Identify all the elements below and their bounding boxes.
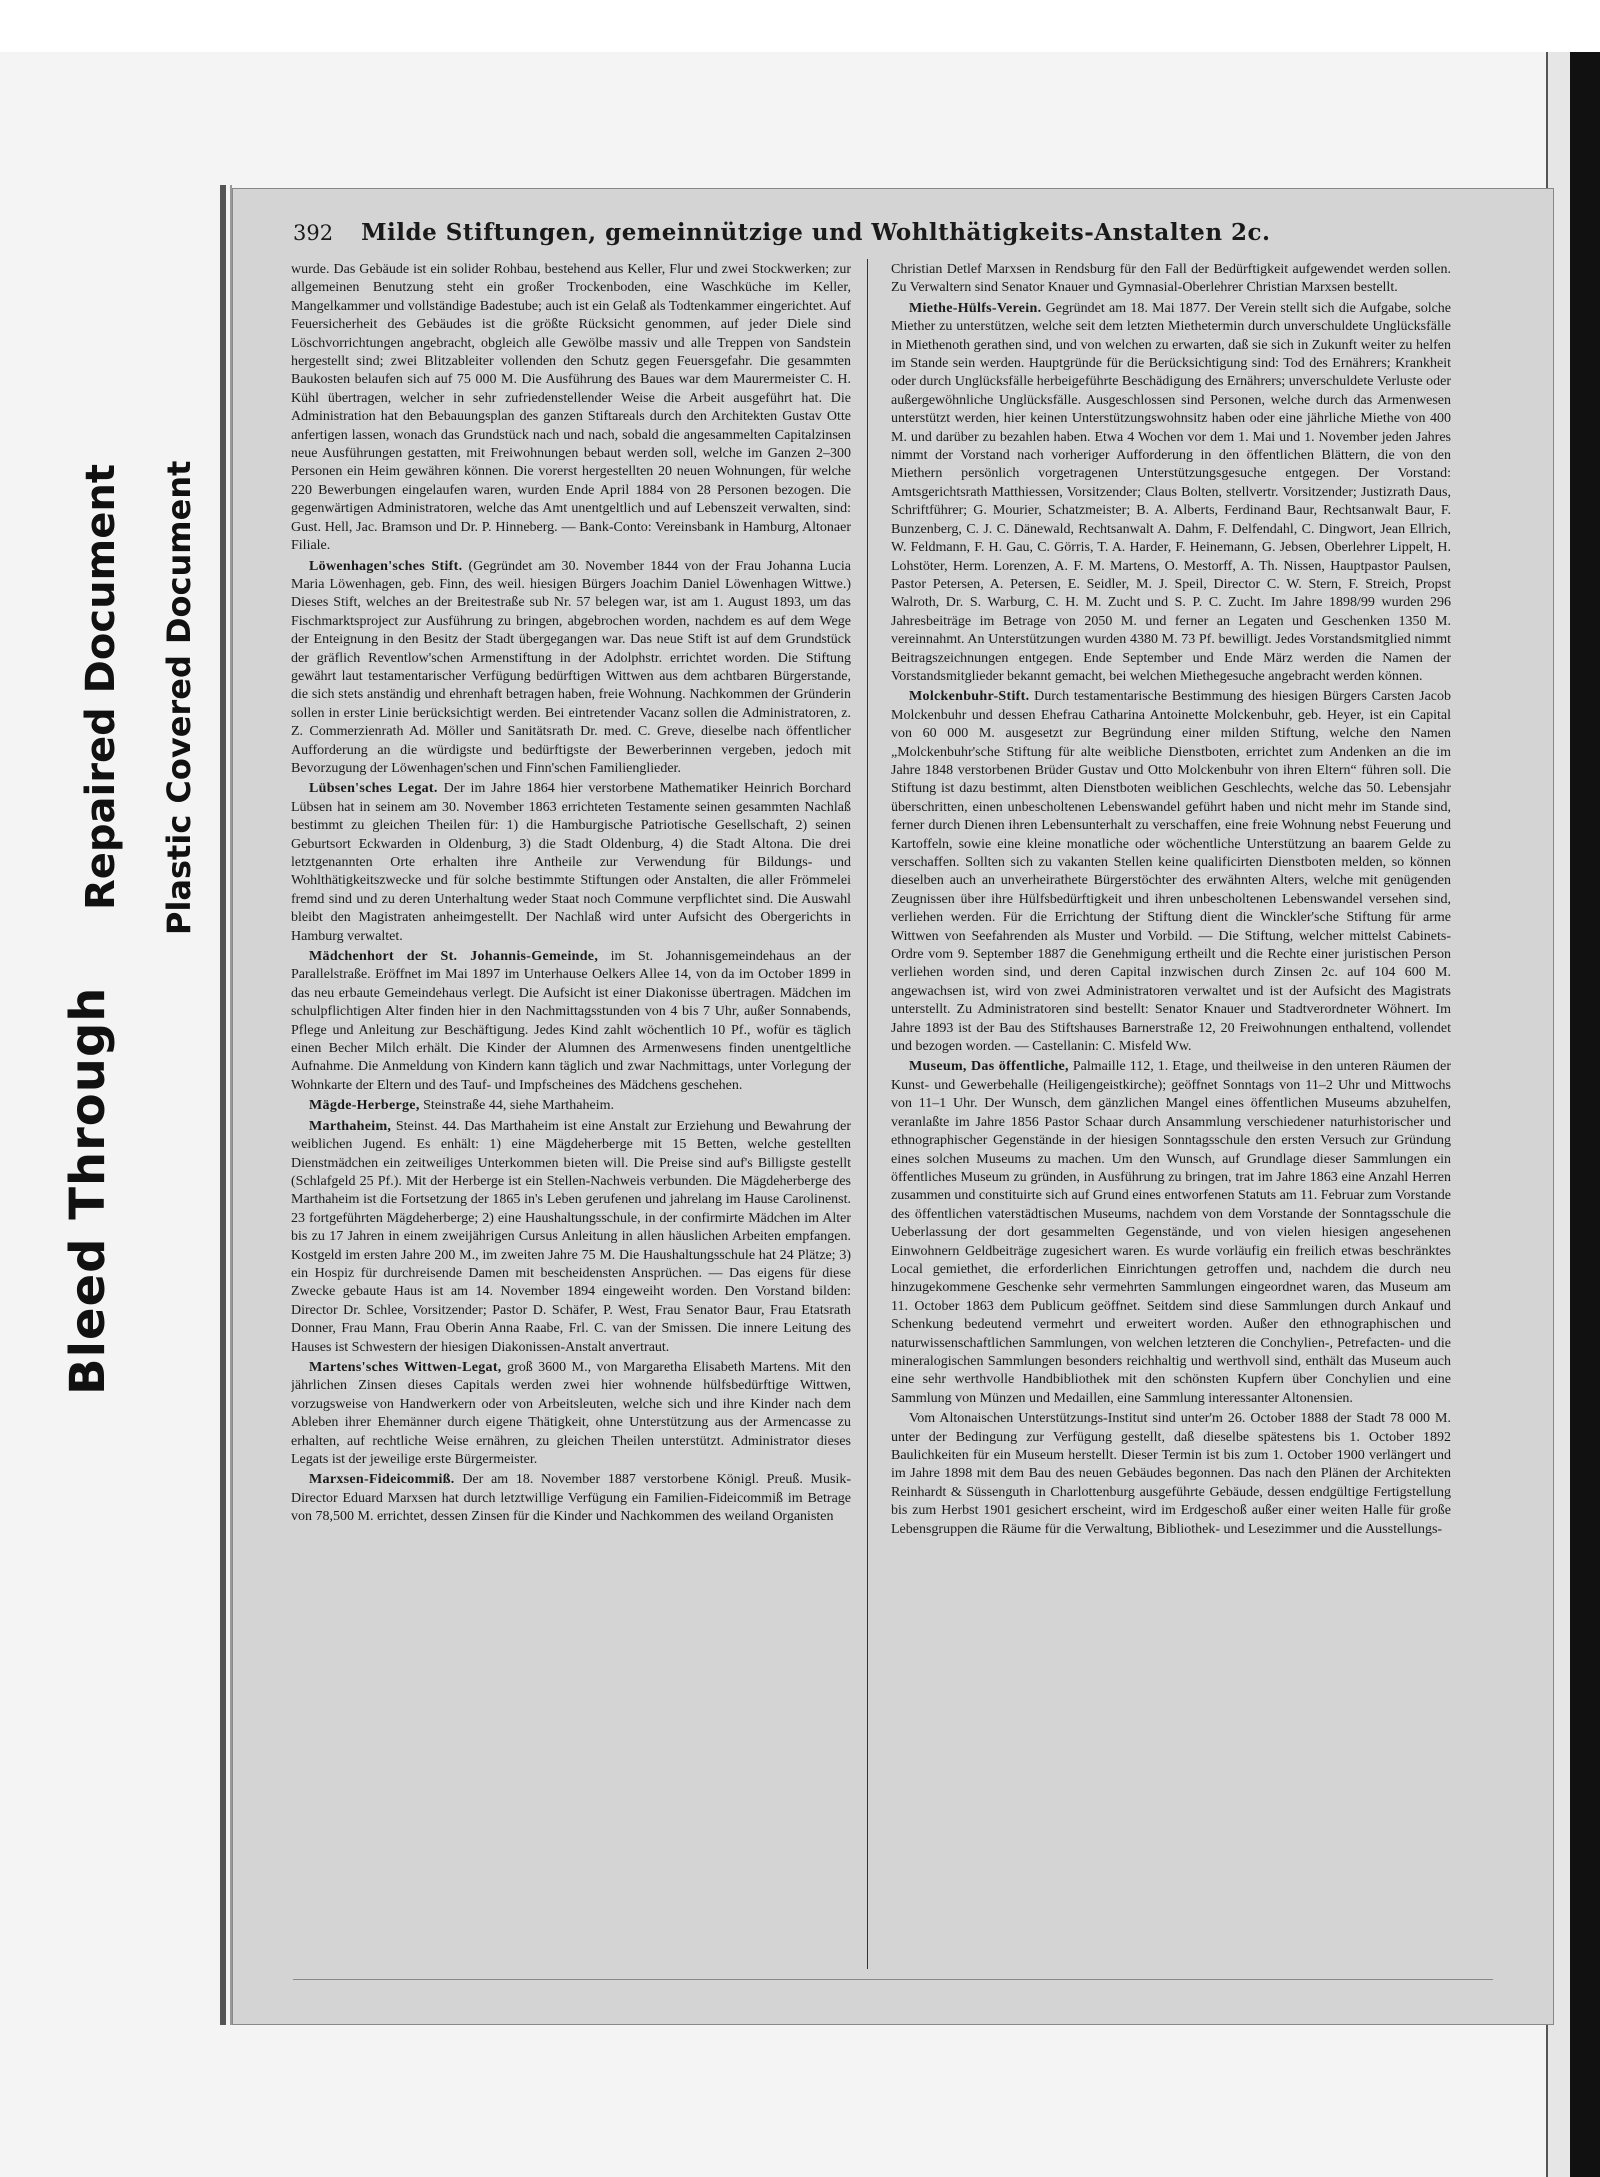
entry-heading: Mädchenhort der St. Johannis-Gemeinde, (309, 949, 599, 965)
scanned-page (232, 188, 1554, 2025)
page-title: Milde Stiftungen, gemeinnützige und Wohlthätigkeits-Anstalten 2c. (361, 219, 1271, 246)
label-plastic-covered-document: Plastic Covered Document (160, 460, 198, 935)
entry-heading: Molckenbuhr-Stift. (909, 689, 1030, 705)
entry-paragraph (291, 1118, 851, 1357)
page-bottom-line (293, 1979, 1493, 1980)
entry-heading: Mägde-Herberge, (309, 1098, 420, 1114)
page-number: 392 (293, 221, 334, 245)
entry-paragraph (891, 300, 1451, 687)
entry-text: wurde. Das Gebäude ist ein solider Rohbau, bestehend aus Keller, Flur und zwei Stockwerken; zur allgemeinen Benutzung steht ein großer Trockenboden, eine Waschküche im Keller, Mangelkammer und vollständige Badestube; auch ist ein Gelaß als Todtenkammer eingerichtet. Auf Feuersicherheit des Gebäudes ist die größte Rücksicht genommen, auf jeder Diele sind Löschvorrichtungen angebracht, obgleich alle Gewölbe massiv und alle Treppen von Sandstein hergestellt sind; zwei Blitzableiter vollenden den Schutz gegen Feuersgefahr. Die gesammten Baukosten belaufen sich auf 75 000 M. Die Ausführung des Baues war dem Maurermeister C. H. Kühl übertragen, welcher in sehr zufriedenstellender Weise die Arbeit ausgeführt hat. Die Administration hat den Bebauungsplan des ganzen Stiftareals durch den Architekten Gustav Otte anfertigen lassen, wonach das Grundstück nach und nach, sobald die angesammelten Capitalzinsen neue Ausführungen gestatten, mit Freiwohnungen bebaut werden soll, welche im Ganzen 2–300 Personen ein Heim gewähren können. Die vorerst hergestellten 20 neuen Wohnungen, für welche 220 Bewerbungen eingelaufen waren, wurden Ende April 1884 von 28 Personen bezogen. Die gegenwärtigen Administratoren, welche das Amt unentgeltlich und auf Lebenszeit verwalten, sind: Gust. Hell, Jac. Bramson und Dr. P. Hinneberg. — Bank-Conto: Vereinsbank in Hamburg, Altonaer Filiale. (291, 262, 851, 554)
entry-paragraph (291, 1471, 851, 1526)
entry-paragraph (291, 780, 851, 946)
label-bleed-through: Bleed Through (60, 986, 116, 1395)
entry-paragraph (891, 261, 1451, 298)
entry-paragraph (291, 558, 851, 779)
entry-text: Gegründet am 18. Mai 1877. Der Verein stellt sich die Aufgabe, solche Miether zu unterstützen, welche seit dem letzten Miethetermin durch unverschuldete Unglücksfälle in Miethenoth gerathen sind, und von welchen zu erwarten, daß sie sich in Zukunft weiter zu helfen im Stande sein werden. Hauptgründe für die Berücksichtigung sind: Tod des Ernährers; Krankheit oder durch Unglücksfälle herbeigeführte Beschädigung des Ernährers; unverschuldete Verluste oder außergewöhnliche Unglücksfälle. Ausgeschlossen sind Personen, welche durch das Armenwesen unterstützt werden, hier keinen Unterstützungswohnsitz haben oder eine jährliche Miethe von 400 M. und darüber zu bezahlen haben. Etwa 4 Wochen vor dem 1. Mai und 1. November jeden Jahres nimmt der Vorstand nach vorheriger Aufforderung in den öffentlichen Blättern, die von den Miethern persönlich vorgetragenen Unterstützungsgesuche entgegen. Der Vorstand: Amtsgerichtsrath Matthiessen, Vorsitzender; Claus Bolten, stellvertr. Vorsitzender; Justizrath Daus, Schriftführer; G. Mourier, Schatzmeister; B. A. Alberts, Ferdinand Baur, Rechtsanwalt Baur, F. Bunzenberg, C. J. C. Dänewald, Rechtsanwalt A. Dahm, F. Delfendahl, C. Dingwort, Jean Ellrich, W. Feldmann, F. H. Gau, C. Görris, T. A. Harder, F. Heinemann, G. Jebsen, Oberlehrer Lippelt, H. Lohstöter, Herm. Lorenzen, A. F. M. Martens, O. Mestorff, A. Th. Nissen, Hauptpastor Paulsen, Pastor Petersen, A. Petersen, E. Seidler, M. J. Speil, Director C. W. Stern, F. Streich, Propst Walroth, Dr. S. Warburg, C. H. M. Zucht und S. P. C. Zucht. Im Jahre 1898/99 wurden 296 Jahresbeiträge im Betrage von 2050 M. und ferner an Legaten und Geschenken 1350 M. vereinnahmt. An Unterstützungen wurden 4380 M. 73 Pf. bewilligt. Jedes Vorstandsmitglied nimmt Beitragszeichnungen entgegen. Ende September und Ende März werden die Namen der Vorstandsmitglieder bekannt gemacht, bei welchen Miethegesuche angebracht werden können. (891, 300, 1451, 684)
entry-text: Steinstraße 44, siehe Marthaheim. (423, 1098, 615, 1114)
scan-right-dark-strip (1570, 52, 1600, 2177)
entry-paragraph (291, 948, 851, 1095)
entry-text: Palmaille 112, 1. Etage, und theilweise in den unteren Räumen der Kunst- und Gewerbehalle (Heiligengeistkirche); geöffnet Sonntags von 11–2 Uhr und Mittwochs von 11–1 Uhr. Der Wunsch, dem gänzlichen Mangel eines öffentlichen Museums abzuhelfen, veranlaßte im Jahre 1856 Pastor Schaar durch Ansammlung verschiedener naturhistorischer und ethnographischer Gegenstände in der hiesigen Sonntagsschule den ersten Versuch zur Gründung eines solchen Museums zu machen. Um den Wunsch, auf Grundlage dieser Sammlungen ein öffentliches Museum zu gründen, in Ausführung zu bringen, trat im Jahre 1863 eine Anzahl Herren zusammen und constituirte sich auf Grund eines entworfenen Statuts am 11. Februar zum Vorstande des öffentlichen vaterstädtischen Museums, nachdem von dem Vorstande der Sonntagsschule die Ueberlassung der dort gesammelten Gegenstände, und von vielen hiesigen angesehenen Einwohnern Geldbeiträge zugesichert waren. Es wurde vorläufig ein freilich etwas beschränktes Local gemiethet, die erforderlichen Einrichtungen getroffen und, nachdem die durch neu hinzugekommene Geschenke sehr vermehrten Sammlungen eingeordnet waren, das Museum am 11. October 1863 dem Publicum geöffnet. Seitdem sind diese Sammlungen durch Ankauf und Schenkung bedeutend vermehrt und erweitert worden. Außer den ethnographischen und naturwissenschaftlichen Sammlungen, von welchen letzteren die Conchylien-, Petrefacten- und die mineralogischen Sammlungen besonders reichhaltig und werthvoll sind, enthält das Museum auch eine sehr werthvolle Handbibliothek mit den schönsten Kupfern über Conchylien und eine Sammlung von Münzen und Medaillen, eine Sammlung interessanter Altonensien. (891, 1059, 1451, 1406)
entry-text: Der im Jahre 1864 hier verstorbene Mathematiker Heinrich Borchard Lübsen hat in seinem am 30. November 1863 errichteten Testamente seinen gesammten Nachlaß bestimmt zu gleichen Theilen für: 1) die Hamburgische Patriotische Gesellschaft, 2) seinen Geburtsort Eckwarden in Oldenburg, 3) die Stadt Oldenburg, 4) die Stadt Altona. Die drei letztgenannten Orte erhalten ihre Antheile zur Verwendung für Bildungs- und Wohlthätigkeitszwecke und für solche bestimmte Stiftungen oder Anstalten, die aller Frömmelei fremd sind und zu deren Unterhaltung weder Staat noch Commune verpflichtet sind. Die Auswahl bleibt den Magistraten anheimgestellt. Der Nachlaß wird unter Aufsicht des Obergerichts in Hamburg verwaltet. (291, 781, 851, 944)
left-column (291, 261, 851, 1961)
entry-text: (Gegründet am 30. November 1844 von der Frau Johanna Lucia Maria Löwenhagen, geb. Finn, des weil. hiesigen Bürgers Joachim Daniel Löwenhagen Wittwe.) Dieses Stift, welches an der Breitestraße sub Nr. 57 belegen war, ist am 1. August 1893, um das Fischmarktsproject zur Ausführung zu bringen, abgebrochen worden, nachdem es auf dem Wege der Enteignung in den Besitz der Stadt übergegangen war. Das neue Stift ist auf dem Grundstück der gräflich Reventlow'schen Armenstiftung in der Adolphstr. errichtet worden. Die Stiftung gewährt laut testamentarischer Verfügung bedürftigen Wittwen aus dem achtbaren Bürgerstande, die sich stets anständig und ehrenhaft betragen haben, freie Wohnung. Nachkommen der Gründerin sollen in erster Linie berücksichtigt werden. Bei eintretender Vacanz sollen die Administratoren, z. Z. Commerzienrath Ad. Möller und Sanitätsrath Dr. med. C. Greve, dieselbe nach öffentlicher Aufforderung an die würdigste und bedürftigste der Bewerberinnen vergeben, jedoch mit Bevorzugung der Löwenhagen'schen und Finn'schen Familienglieder. (291, 558, 851, 776)
entry-text: Steinst. 44. Das Marthaheim ist eine Anstalt zur Erziehung und Bewahrung der weiblichen Jugend. Es enhält: 1) eine Mägdeherberge mit 15 Betten, welche gestellten Dienstmädchen ein zeitweiliges Unterkommen bieten will. Die Preise sind auf's Billigste gestellt (Schlafgeld 25 Pf.). Mit der Herberge ist ein Stellen-Nachweis verbunden. Die Mägdeherberge des Marthaheim ist die Fortsetzung der 1865 in's Leben gerufenen und jahrelang im Hause Carolinenst. 23 fortgeführten Mägdeherberge; 2) eine Haushaltungsschule, in der confirmirte Mädchen im Alter bis zu 17 Jahren in einem zweijährigen Cursus Anleitung in allen häuslichen Arbeiten empfangen. Kostgeld im ersten Jahre 200 M., im zweiten Jahre 75 M. Die Haushaltungsschule hat 24 Plätze; 3) ein Hospiz für durchreisende Damen mit bescheidensten Ansprüchen. — Das eigens für diese Zwecke gebaute Haus ist am 14. November 1894 eingeweiht worden. Den Vorstand bilden: Director Dr. Schlee, Vorsitzender; Pastor D. Schäfer, P. West, Frau Senator Baur, Frau Etatsrath Donner, Frau Mann, Frau Oberin Anna Raabe, Frl. C. van der Smissen. Die innere Leitung des Hauses ist Schwestern der hiesigen Diakonissen-Anstalt anvertraut. (291, 1118, 851, 1355)
binding-edge (220, 185, 226, 2025)
entry-paragraph (891, 1058, 1451, 1408)
right-column (891, 261, 1451, 1961)
entry-paragraph (891, 688, 1451, 1056)
entry-text: Christian Detlef Marxsen in Rendsburg für den Fall der Bedürftigkeit aufgewendet werden sollen. Zu Verwaltern sind Senator Knauer und Gymnasial-Oberlehrer Christian Marxsen bestellt. (891, 262, 1451, 296)
label-repaired-document: Repaired Document (78, 464, 124, 910)
entry-heading: Lübsen'sches Legat. (309, 781, 438, 797)
scan-top-margin (0, 0, 1600, 52)
entry-paragraph (291, 1359, 851, 1469)
entry-text: im St. Johannisgemeindehaus an der Parallelstraße. Eröffnet im Mai 1897 im Unterhause Oelkers Allee 14, von da im October 1899 in das neu erbaute Gemeindehaus verlegt. Die Aufsicht ist einer Diakonisse übertragen. Mädchen im schulpflichtigen Alter finden hier in den Nachmittagsstunden von 4 bis 7 Uhr, außer Sonnabends, Pflege und Anleitung zur Beschäftigung. Jedes Kind zahlt wöchentlich 10 Pf., wofür es täglich einen Becher Milch erhält. Die Kinder der Alumnen des Armenwesens finden unentgeltliche Aufnahme. Die Anmeldung von Kindern kann täglich und zwar Nachmittags, unter Vorlegung der Wohnkarte der Eltern und des Tauf- und Impfscheines des Mädchens geschehen. (291, 949, 851, 1093)
entry-heading: Martens'sches Wittwen-Legat, (309, 1359, 502, 1375)
entry-text: Vom Altonaischen Unterstützungs-Institut sind unter'm 26. October 1888 der Stadt 78 000 M. unter der Bedingung zur Verfügung gestellt, daß dieselbe spätestens bis 1. October 1892 Baulichkeiten für ein Museum herstellt. Dieser Termin ist bis zum 1. October 1900 verlängert und im Jahre 1898 mit dem Bau des neuen Gebäudes begonnen. Das nach den Plänen der Architekten Reinhardt & Süssenguth in Charlottenburg ausgeführte Gebäude, dessen endgültige Fertigstellung bis zum Herbst 1901 gesichert erscheint, wird im Erdgeschoß außer einer weiten Halle für große Lebensgruppen die Räume für die Verwaltung, Bibliothek- und Lesezimmer und die Ausstellungs- (891, 1411, 1451, 1537)
page-header (293, 219, 1493, 253)
entry-heading: Miethe-Hülfs-Verein. (909, 300, 1042, 316)
entry-heading: Löwenhagen'sches Stift. (309, 558, 463, 574)
entry-heading: Marxsen-Fideicommiß. (309, 1472, 455, 1488)
entry-text: groß 3600 M., von Margaretha Elisabeth Martens. Mit den jährlichen Zinsen dieses Capitals werden zwei hier wohnende hülfsbedürftige Wittwen, vorzugsweise von Handwerkern oder von Arbeitsleuten, welche sich und ihre Kinder nach dem Ableben ihrer Ehemänner durch eigene Thätigkeit, ohne Unterstützung aus der Armencasse zu erhalten, auf rechtliche Weise ernähren, zu gleichen Theilen unterstützt. Administrator dieses Legats ist der jeweilige erste Bürgermeister. (291, 1359, 851, 1467)
entry-text: Durch testamentarische Bestimmung des hiesigen Bürgers Carsten Jacob Molckenbuhr und dessen Ehefrau Catharina Antoinette Molckenbuhr, geb. Heyer, ist ein Capital von 60 000 M. ausgesetzt zur Begründung einer milden Stiftung, welche den Namen „Molckenbuhr'sche Stiftung für alte weibliche Dienstboten, errichtet zum Andenken an die im Jahre 1848 verstorbenen Brüder Gustav und Otto Molckenbuhr von ihren Eltern“ führen soll. Die Stiftung ist dazu bestimmt, alten Dienstboten weiblichen Geschlechts, welche das 50. Lebensjahr überschritten, einen unbescholtenen Lebenswandel geführt haben und nicht mehr im Stande sind, ferner durch Dienen ihren Lebensunterhalt zu verschaffen, eine freie Wohnung nebst Feuerung und Kartoffeln, sowie eine kleine monatliche oder wöchentliche Unterstützung an baarem Gelde zu verschaffen. Sollten sich zu vakanten Stellen keine qualificirten Dienstboten melden, so können dieselben auch an unverheirathete Bürgerstöchter des erwähnten Alters, welche mit genügenden Zeugnissen über ihre Hülfsbedürftigkeit und ihren unbescholtenen Lebenswandel versehen sind, verliehen werden. Für die Errichtung der Stiftung dient die Winckler'sche Stiftung für arme Wittwen von Seefahrenden als Muster und Vorbild. — Die Stiftung, welcher mittelst Cabinets-Ordre vom 9. September 1887 die Genehmigung ertheilt und die Rechte einer juristischen Person verliehen worden sind, und deren Capital inzwischen durch Zinsen 2c. auf 104 600 M. angewachsen ist, wird von zwei Administratoren verwaltet und ist der Aufsicht des Magistrats unterstellt. Zu Administratoren sind bestellt: Senator Knauer und Stadtverordneter Wöhnert. Im Jahre 1893 ist der Bau des Stiftshauses Barnerstraße 12, 20 Freiwohnungen enthaltend, vollendet und bezogen worden. — Castellanin: C. Misfeld Ww. (891, 689, 1451, 1055)
entry-paragraph (891, 1410, 1451, 1539)
entry-text: Der am 18. November 1887 verstorbene Königl. Preuß. Musik-Director Eduard Marxsen hat durch letztwillige Verfügung ein Familien-Fideicommiß im Betrage von 78,500 M. errichtet, dessen Zinsen für die Kinder und Nachkommen des weiland Organisten (291, 1472, 851, 1525)
column-divider (867, 259, 868, 1969)
entry-paragraph (291, 1097, 851, 1115)
entry-heading: Museum, Das öffentliche, (909, 1059, 1069, 1075)
entry-paragraph (291, 261, 851, 556)
entry-heading: Marthaheim, (309, 1118, 392, 1134)
